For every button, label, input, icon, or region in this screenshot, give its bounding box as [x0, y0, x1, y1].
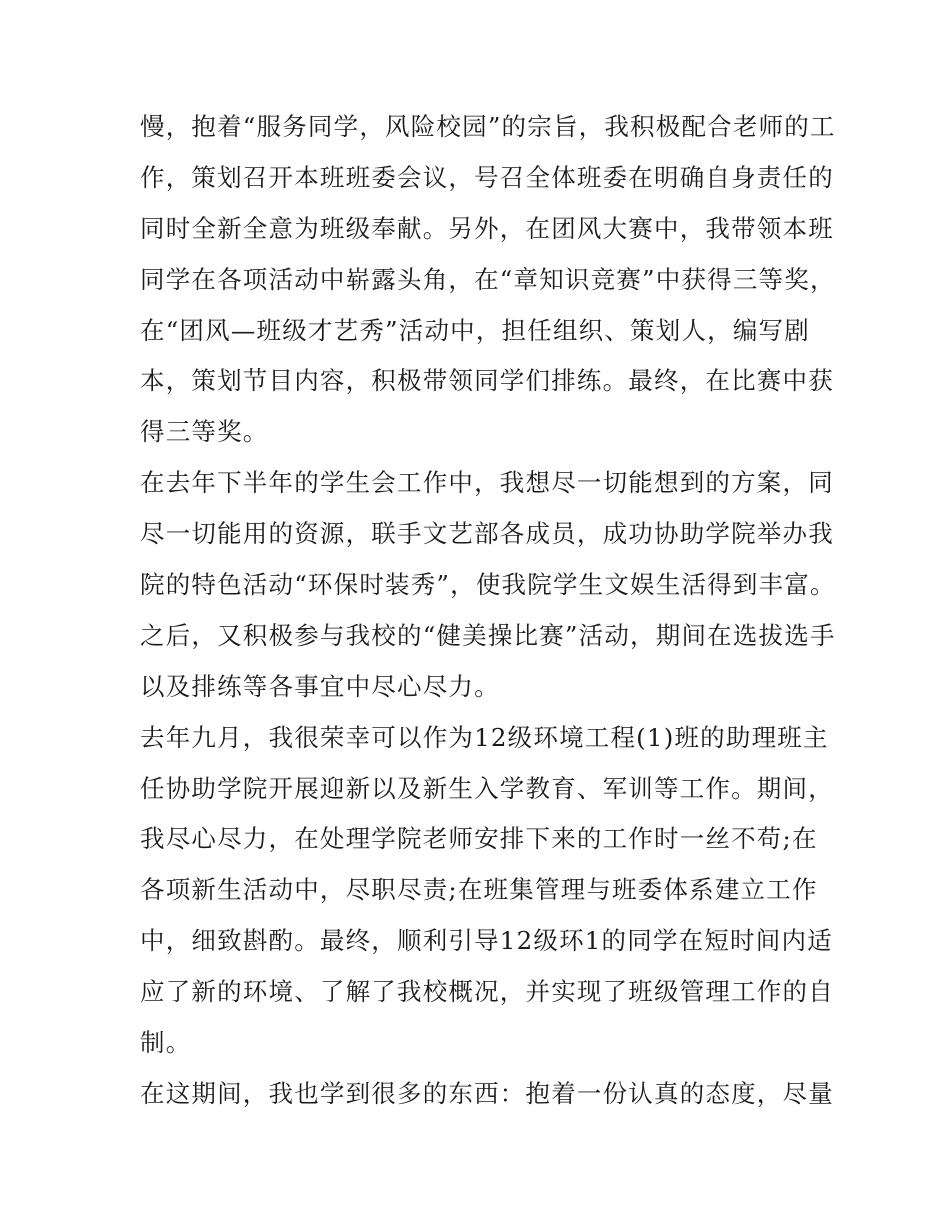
text-line: 在去年下半年的学生会工作中，我想尽一切能想到的方案，同 — [140, 468, 834, 498]
text-line: 得三等奖。 — [140, 417, 269, 447]
text-line: 各项新生活动中，尽职尽责;在班集管理与班委体系建立工作 — [140, 875, 818, 905]
text-line: 应了新的环境、了解了我校概况，并实现了班级管理工作的自 — [140, 977, 834, 1007]
text-line: 尽一切能用的资源，联手文艺部各成员，成功协助学院举办我 — [140, 519, 834, 549]
text-line: 以及排练等各事宜中尽心尽力。 — [140, 671, 500, 701]
text-line: 中，细致斟酌。最终，顺利引导12级环1的同学在短时间内适 — [140, 926, 833, 956]
text-line: 慢，抱着“服务同学，风险校园”的宗旨，我积极配合老师的工 — [140, 112, 836, 141]
text-line: 在这期间，我也学到很多的东西：抱着一份认真的态度，尽量 — [140, 1078, 834, 1108]
text-line: 我尽心尽力，在处理学院老师安排下来的工作时一丝不苟;在 — [140, 824, 818, 854]
text-line: 院的特色活动“环保时装秀”，使我院学生文娱生活得到丰富。 — [140, 570, 836, 600]
text-line: 本，策划节目内容，积极带领同学们排练。最终，在比赛中获 — [140, 366, 834, 396]
text-line: 同学在各项活动中崭露头角，在“章知识竞赛”中获得三等奖， — [140, 264, 836, 294]
document-body — [140, 102, 836, 1120]
text-line: 去年九月，我很荣幸可以作为12级环境工程(1)班的助理班主 — [140, 722, 829, 752]
text-line: 之后，又积极参与我校的“健美操比赛”活动，期间在选拔选手 — [140, 620, 836, 650]
text-line: 作，策划召开本班班委会议，号召全体班委在明确自身责任的 — [140, 162, 834, 192]
text-line: 任协助学院开展迎新以及新生入学教育、军训等工作。期间， — [140, 773, 834, 803]
text-line: 同时全新全意为班级奉献。另外，在团风大赛中，我带领本班 — [140, 213, 834, 243]
text-line: 制。 — [140, 1028, 192, 1058]
text-line: 在“团风—班级才艺秀”活动中，担任组织、策划人，编写剧 — [140, 315, 810, 345]
